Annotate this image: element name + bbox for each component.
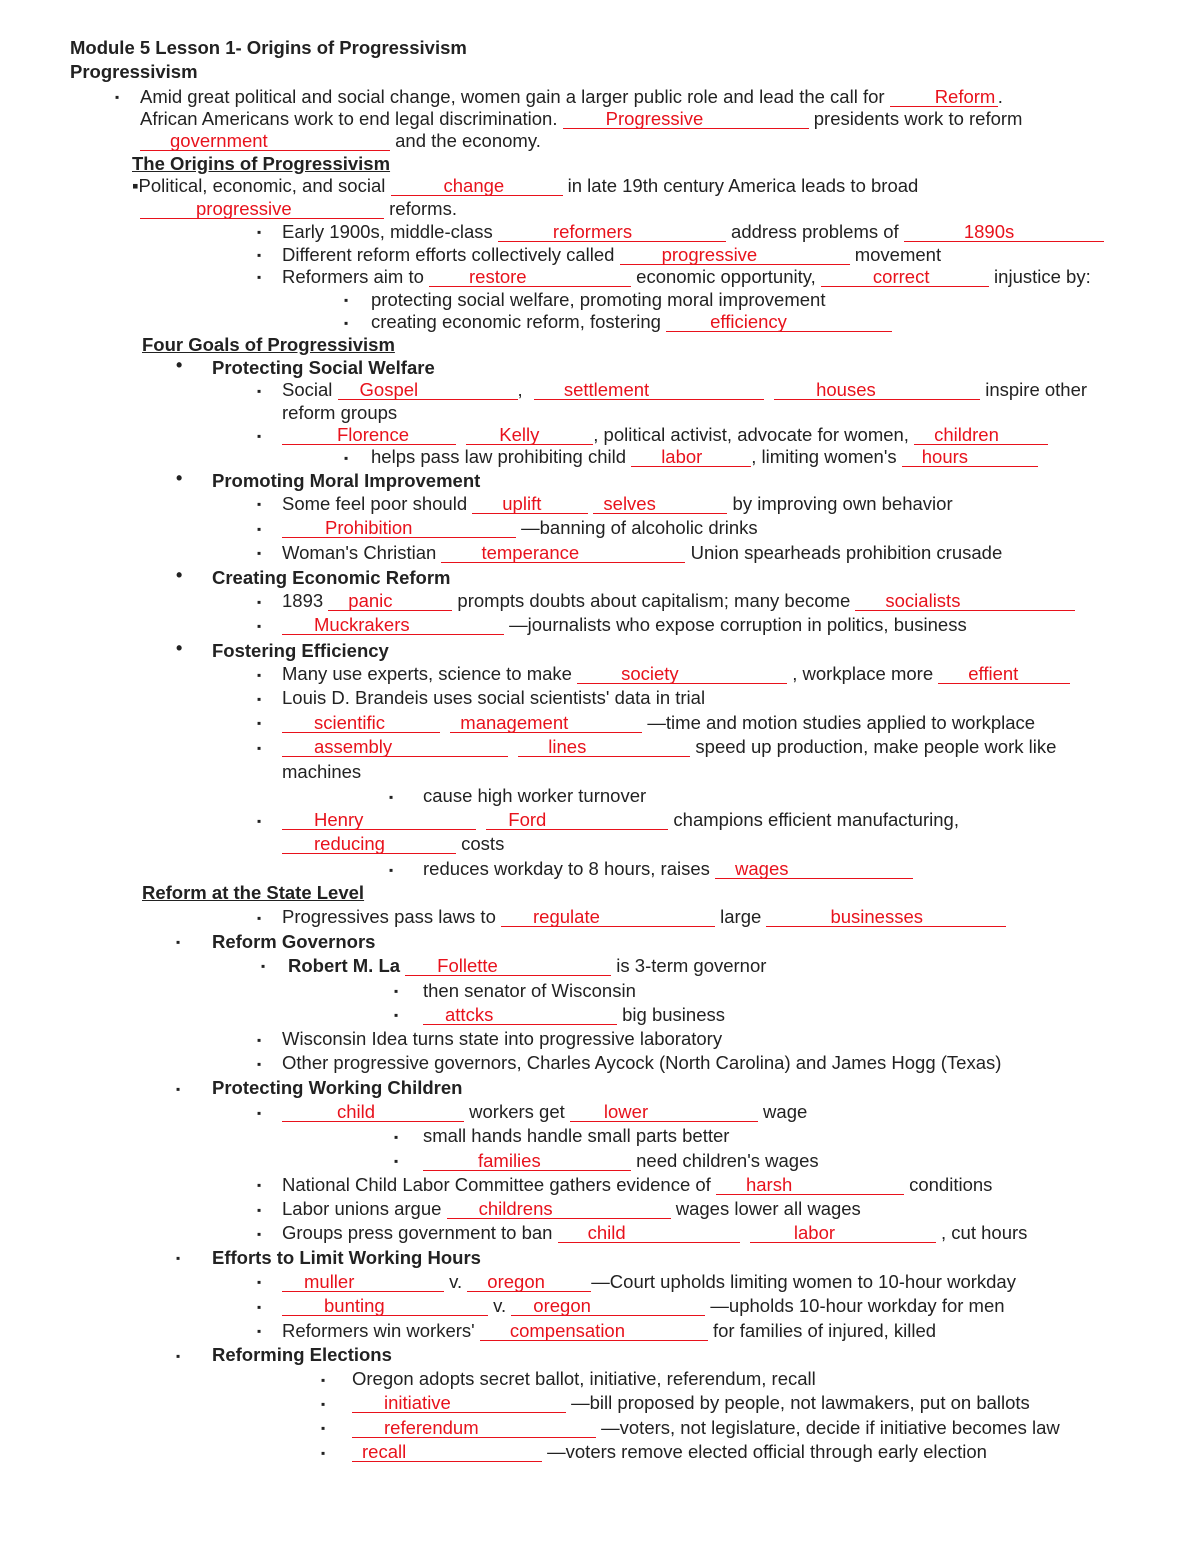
section-heading: Four Goals of Progressivism: [142, 334, 395, 355]
text-line: then senator of Wisconsin: [423, 980, 636, 1001]
answer-blank[interactable]: society: [577, 665, 787, 684]
answer-blank[interactable]: hours: [902, 448, 1038, 467]
answer-blank[interactable]: effient: [938, 665, 1070, 684]
bullet-square: ▪: [257, 384, 262, 398]
answer-blank[interactable]: harsh: [716, 1176, 904, 1195]
subheading: Reforming Elections: [212, 1344, 392, 1365]
bullet-square: ▪: [257, 497, 262, 511]
text-line: Wisconsin Idea turns state into progressive laboratory: [282, 1028, 723, 1049]
text-line: Robert M. La Follette is 3-term governor: [288, 955, 767, 976]
text-line: recall —voters remove elected official through early election: [352, 1440, 987, 1463]
bullet-square: ▪: [257, 668, 262, 682]
answer-blank[interactable]: oregon: [467, 1273, 591, 1292]
answer-blank[interactable]: businesses: [766, 908, 1006, 927]
bullet-square: ▪: [321, 1397, 326, 1411]
answer-blank[interactable]: 1890s: [904, 223, 1104, 242]
text-line: Other progressive governors, Charles Aycock (North Carolina) and James Hogg (Texas): [282, 1052, 1002, 1073]
answer-blank[interactable]: Florence: [282, 426, 456, 445]
answer-blank[interactable]: change: [391, 177, 563, 196]
section-heading: Reform at the State Level: [142, 882, 365, 903]
answer-blank[interactable]: restore: [429, 268, 631, 287]
answer-blank[interactable]: children: [914, 426, 1048, 445]
answer-blank[interactable]: uplift: [472, 495, 588, 514]
text-line: small hands handle small parts better: [423, 1125, 730, 1146]
bullet-square: ▪: [257, 1275, 262, 1289]
answer-blank[interactable]: Prohibition: [282, 519, 516, 538]
answer-blank[interactable]: houses: [774, 381, 980, 400]
bullet-square: ▪: [257, 429, 262, 443]
answer-blank[interactable]: correct: [821, 268, 989, 287]
bullet-square: ▪: [257, 911, 262, 925]
text-line: reducing costs: [282, 832, 504, 855]
answer-blank[interactable]: recall: [352, 1443, 542, 1462]
answer-blank[interactable]: settlement: [534, 381, 764, 400]
bullet-square: ▪: [257, 619, 262, 633]
answer-blank[interactable]: Follette: [405, 957, 611, 976]
bullet-square: ▪: [115, 90, 120, 104]
text-line: Groups press government to ban child labor , cut hours: [282, 1222, 1028, 1243]
bullet-square: ▪: [176, 935, 181, 949]
answer-blank[interactable]: initiative: [352, 1394, 566, 1413]
text-line: reduces workday to 8 hours, raises wages: [423, 857, 913, 880]
bullet-square: ▪: [257, 1300, 262, 1314]
bullet-square: ▪: [257, 522, 262, 536]
text-line: Different reform efforts collectively called progressive movement: [282, 244, 942, 265]
text-line: Oregon adopts secret ballot, initiative, referendum, recall: [352, 1368, 816, 1389]
text-line: Labor unions argue childrens wages lower all wages: [282, 1198, 861, 1219]
answer-blank[interactable]: child: [558, 1224, 740, 1243]
text-line: Amid great political and social change, women gain a larger public role and lead the call for Reform .: [140, 86, 1003, 107]
text-line: families need children's wages: [423, 1149, 819, 1172]
answer-blank[interactable]: attcks: [423, 1006, 617, 1025]
answer-blank[interactable]: panic: [328, 592, 452, 611]
answer-blank[interactable]: temperance: [441, 544, 685, 563]
answer-blank[interactable]: labor: [750, 1224, 936, 1243]
bullet-square: ▪: [261, 959, 266, 973]
bullet-square: ▪: [257, 1057, 262, 1071]
answer-blank[interactable]: wages: [715, 860, 913, 879]
answer-blank[interactable]: selves: [593, 495, 727, 514]
answer-blank[interactable]: families: [423, 1152, 631, 1171]
answer-blank[interactable]: Ford: [486, 811, 668, 830]
bullet-square: ▪: [257, 692, 262, 706]
bullet-square: ▪: [389, 863, 394, 877]
text-line: muller v. oregon —Court upholds limiting women to 10-hour workday: [282, 1270, 1016, 1293]
bullet-square: ▪: [394, 1154, 399, 1168]
bullet-square: ▪: [389, 790, 394, 804]
text-line: Some feel poor should uplift selves by improving own behavior: [282, 493, 953, 514]
bullet-square: ▪: [257, 814, 262, 828]
text-line: 1893 panic prompts doubts about capitalism; many become socialists: [282, 589, 1075, 612]
answer-blank[interactable]: government: [140, 132, 390, 151]
text-line: Woman's Christian temperance Union spearheads prohibition crusade: [282, 542, 1003, 563]
text-line: progressive reforms.: [140, 197, 457, 220]
answer-blank[interactable]: muller: [282, 1273, 444, 1292]
text-line: scientific management —time and motion studies applied to workplace: [282, 711, 1035, 734]
subheading: Creating Economic Reform: [212, 567, 451, 588]
answer-blank[interactable]: efficiency: [666, 313, 892, 332]
answer-blank[interactable]: lines: [518, 738, 690, 757]
answer-blank[interactable]: lower: [570, 1103, 758, 1122]
text-line: Progressives pass laws to regulate large businesses: [282, 905, 1006, 928]
answer-blank[interactable]: compensation: [480, 1322, 708, 1341]
bullet-square: ▪: [257, 546, 262, 560]
text-line: National Child Labor Committee gathers evidence of harsh conditions: [282, 1174, 993, 1195]
subheading: Fostering Efficiency: [212, 640, 389, 661]
answer-blank[interactable]: assembly: [282, 738, 508, 757]
answer-blank[interactable]: socialists: [855, 592, 1075, 611]
subheading: Promoting Moral Improvement: [212, 470, 481, 491]
text-line: machines: [282, 761, 362, 782]
answer-blank[interactable]: reducing: [282, 835, 456, 854]
text-line: assembly lines speed up production, make people work like: [282, 735, 1056, 758]
answer-blank[interactable]: bunting: [282, 1297, 488, 1316]
section-title-progressivism: Progressivism: [70, 61, 198, 82]
answer-blank[interactable]: Henry: [282, 811, 476, 830]
answer-blank[interactable]: progressive: [140, 200, 384, 219]
bullet-square: ▪: [176, 1349, 181, 1363]
answer-blank[interactable]: child: [282, 1103, 464, 1122]
answer-blank[interactable]: childrens: [447, 1200, 671, 1219]
answer-blank[interactable]: Gospel: [338, 381, 518, 400]
answer-blank[interactable]: Reform: [890, 88, 998, 107]
bullet-square: ▪: [257, 270, 262, 284]
text-line: referendum —voters, not legislature, decide if initiative becomes law: [352, 1416, 1060, 1439]
text-line: Early 1900s, middle-class reformers address problems of 1890s: [282, 220, 1104, 243]
text-line: creating economic reform, fostering efficiency: [371, 310, 892, 333]
text-line: African Americans work to end legal discrimination. Progressive presidents work to reform: [140, 108, 1023, 129]
subheading: Protecting Social Welfare: [212, 357, 435, 378]
section-heading: The Origins of Progressivism: [132, 153, 391, 174]
bullet-square: ▪: [394, 984, 399, 998]
text-line: protecting social welfare, promoting moral improvement: [371, 289, 826, 310]
bullet-square: ▪: [257, 1203, 262, 1217]
text-line: child workers get lower wage: [282, 1100, 807, 1123]
text-line: Reformers win workers' compensation for families of injured, killed: [282, 1320, 937, 1341]
subheading: Efforts to Limit Working Hours: [212, 1247, 481, 1268]
answer-blank[interactable]: management: [450, 714, 642, 733]
text-line: Many use experts, science to make society , workplace more effient: [282, 662, 1070, 685]
bullet-square: ▪: [321, 1421, 326, 1435]
bullet-square: ▪: [257, 248, 262, 262]
text-line: government and the economy.: [140, 129, 541, 152]
text-line: ▪Political, economic, and social change in late 19th century America leads to broad: [132, 175, 919, 196]
answer-blank[interactable]: referendum: [352, 1419, 596, 1438]
bullet-square: ▪: [257, 1033, 262, 1047]
text-line: attcks big business: [423, 1003, 725, 1026]
text-line: reform groups: [282, 402, 398, 423]
bullet-square: ▪: [344, 451, 349, 465]
bullet-square: ▪: [257, 716, 262, 730]
bullet-square: ▪: [257, 595, 262, 609]
answer-blank[interactable]: reformers: [498, 223, 726, 242]
text-line: Louis D. Brandeis uses social scientists' data in trial: [282, 687, 706, 708]
subheading: Protecting Working Children: [212, 1077, 463, 1098]
bullet-square: ▪: [257, 741, 262, 755]
answer-blank[interactable]: scientific: [282, 714, 440, 733]
bullet-dot: •: [176, 638, 183, 658]
text-line: Henry Ford champions efficient manufacturing,: [282, 808, 959, 831]
text-line: cause high worker turnover: [423, 785, 647, 806]
bullet-square: ▪: [321, 1446, 326, 1460]
bullet-square: ▪: [257, 1324, 262, 1338]
bullet-square: ▪: [176, 1082, 181, 1096]
text-line: Florence Kelly , political activist, advocate for women, children: [282, 423, 1048, 446]
bullet-square: ▪: [176, 1251, 181, 1265]
bullet-square: ▪: [394, 1130, 399, 1144]
bullet-dot: •: [176, 355, 183, 375]
bullet-square: ▪: [257, 1178, 262, 1192]
answer-blank[interactable]: progressive: [620, 246, 850, 265]
bullet-dot: •: [176, 468, 183, 488]
bullet-square: ▪: [344, 316, 349, 330]
answer-blank[interactable]: Progressive: [563, 110, 809, 129]
text-line: bunting v. oregon —upholds 10-hour workday for men: [282, 1294, 1005, 1317]
bullet-square: ▪: [394, 1008, 399, 1022]
page-title: Module 5 Lesson 1- Origins of Progressivism: [70, 37, 467, 58]
answer-blank[interactable]: regulate: [501, 908, 715, 927]
text-line: initiative —bill proposed by people, not lawmakers, put on ballots: [352, 1391, 1030, 1414]
answer-blank[interactable]: labor: [631, 448, 751, 467]
bullet-square: ▪: [321, 1373, 326, 1387]
bullet-dot: •: [176, 565, 183, 585]
answer-blank[interactable]: Muckrakers: [282, 616, 504, 635]
subheading: Reform Governors: [212, 931, 376, 952]
answer-blank[interactable]: oregon: [511, 1297, 705, 1316]
text-line: Reformers aim to restore economic opportunity, correct injustice by:: [282, 266, 1091, 287]
answer-blank[interactable]: Kelly: [466, 426, 593, 445]
bullet-square: ▪: [257, 1106, 262, 1120]
text-line: Muckrakers —journalists who expose corruption in politics, business: [282, 613, 967, 636]
bullet-square: ▪: [257, 1227, 262, 1241]
bullet-square: ▪: [257, 225, 262, 239]
text-line: Social Gospel , settlement houses inspire other: [282, 379, 1088, 400]
text-line: helps pass law prohibiting child labor , limiting women's hours: [371, 445, 1038, 468]
bullet-square: ▪: [344, 293, 349, 307]
text-line: Prohibition —banning of alcoholic drinks: [282, 516, 758, 539]
